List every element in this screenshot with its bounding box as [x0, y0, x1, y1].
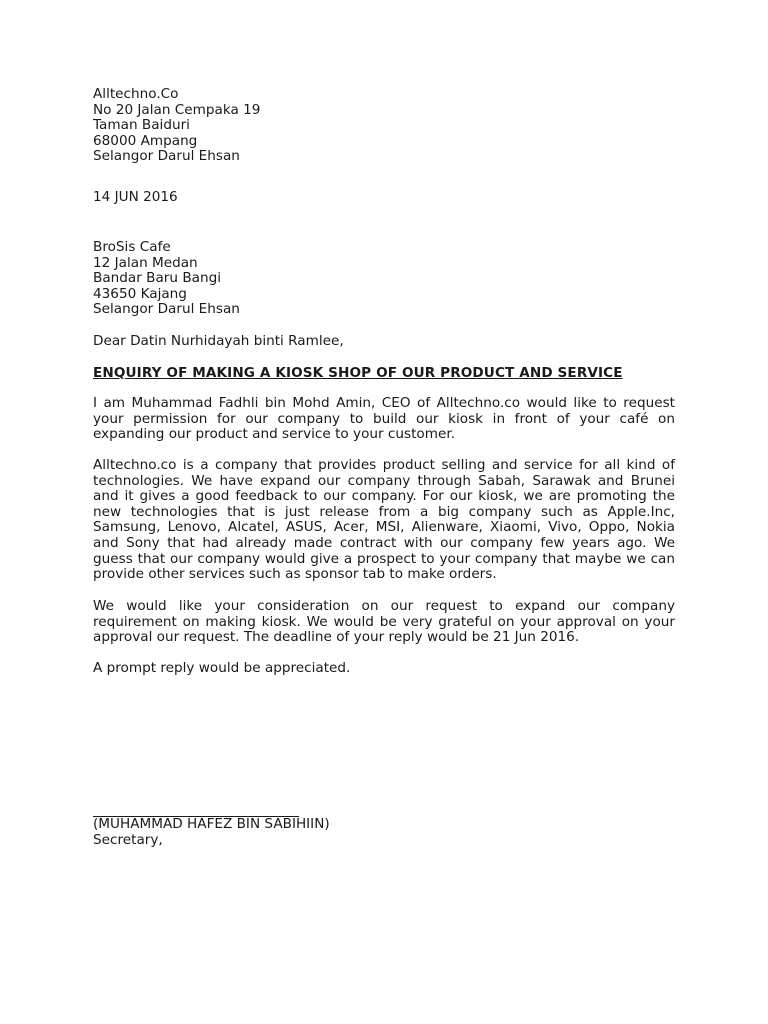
closing-paragraph — [93, 661, 675, 677]
recipient-area: Bandar Baru Bangi — [93, 270, 221, 287]
recipient-state: Selangor Darul Ehsan — [93, 301, 240, 318]
letter-date — [93, 190, 675, 206]
recipient-address — [93, 240, 675, 318]
sender-company: Alltechno.Co — [93, 86, 179, 102]
sender-street: No 20 Jalan Cempaka 19 — [93, 101, 261, 118]
sender-address — [93, 87, 675, 165]
signatory-title: Secretary, — [93, 831, 163, 848]
recipient-postcode-city: 43650 Kajang — [93, 285, 187, 302]
recipient-street: 12 Jalan Medan — [93, 254, 198, 271]
recipient-name: BroSis Cafe — [93, 239, 171, 255]
salutation — [93, 334, 675, 350]
sender-area: Taman Baiduri — [93, 117, 190, 134]
date-text: 14 JUN 2016 — [93, 189, 178, 205]
closing-text: A prompt reply would be appreciated. — [93, 660, 351, 676]
body-paragraph-1: I am Muhammad Fadhli bin Mohd Amin, CEO of Alltechno.co would like to request your permission for our company to build our kiosk in front of your café on expanding our product and service to your customer. — [93, 395, 675, 443]
body-paragraph-2: Alltechno.co is a company that provides product selling and service for all kind of technologies. We have expand our company through Sabah, Sarawak and Brunei and it gives a good feedback to our company. For our kiosk, we are promoting the new technologies that is just release from a big company such as Apple.Inc, Samsung, Lenovo, Alcatel, ASUS, Acer, MSI, Alienware, Xiaomi, Vivo, Oppo, Nokia and Sony that had already made contract with our company few years ago. We guess that our company would give a prospect to your company that maybe we can provide other services such as sponsor tab to make orders. — [93, 457, 675, 583]
body-paragraph-3: We would like your consideration on our request to expand our company requirement on making kiosk. We would be very grateful on your approval on your approval our request. The deadline of your reply would be 21 Jun 2016. — [93, 598, 675, 646]
sender-state: Selangor Darul Ehsan — [93, 148, 240, 165]
sender-postcode-city: 68000 Ampang — [93, 132, 198, 149]
subject-line — [93, 366, 675, 382]
signatory-name: (MUHAMMAD HAFEZ BIN SABIHIIN) — [93, 816, 330, 832]
signature-block — [93, 817, 675, 848]
salutation-text: Dear Datin Nurhidayah binti Ramlee, — [93, 333, 344, 349]
subject-text: ENQUIRY OF MAKING A KIOSK SHOP OF OUR PRODUCT AND SERVICE — [93, 365, 623, 381]
